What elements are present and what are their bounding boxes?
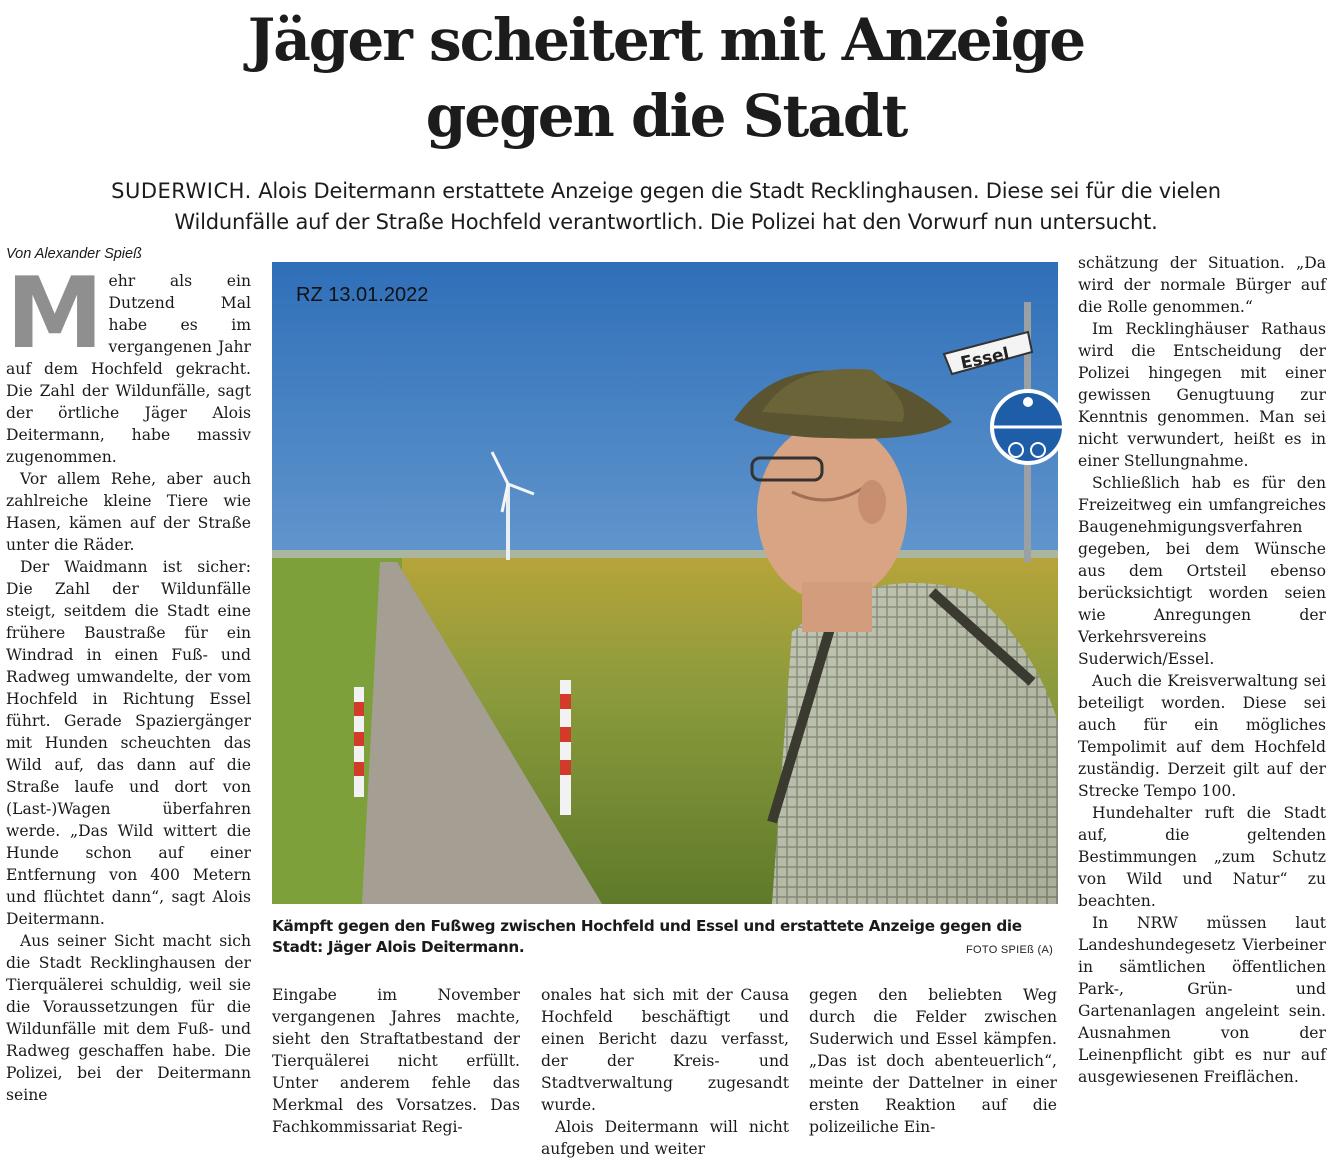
article-column-1	[6, 257, 251, 1140]
paragraph-13: Hundehalter ruft die Stadt auf, die geltenden Bestimmungen „zum Schutz von Wild und Natur“ zu beachten.	[1078, 804, 1326, 910]
paragraph-9: schätzung der Situation. „Da wird der normale Bürger auf die Rolle genommen.“	[1078, 254, 1326, 316]
paragraph-4: Aus seiner Sicht macht sich die Stadt Recklinghausen der Tierquälerei schuldig, weil sie die Voraussetzungen für die Wildunfälle mit dem Fuß- und Radweg geschaffen habe. Die Polizei, bei der Deitermann seine	[6, 932, 251, 1104]
paragraph-1-text: ehr als ein Dutzend Mal habe es im vergangenen Jahr auf dem Hochfeld gekracht. Die Zahl der Wildunfälle, sagt der örtliche Jäger Alois Deitermann, habe massiv zugenommen.	[6, 272, 251, 466]
article-column-4	[809, 984, 1057, 1144]
paragraph-14: In NRW müssen laut Landeshundegesetz Vierbeiner in sämtlichen öffentlichen Park-, Grün- und Gartenanlagen angeleint sein. Ausnahmen von der Leinenpflicht gibt es nur auf ausgewiesenen Freiflächen.	[1078, 914, 1326, 1086]
article-column-5	[1078, 252, 1326, 1142]
headline-line-1: Jäger scheitert mit Anzeige	[247, 6, 1085, 74]
paragraph-10: Im Recklinghäuser Rathaus wird die Entscheidung der Polizei hingegen mit einer gewissen Genugtuung zur Kenntnis genommen. Man sei nicht verwundert, heißt es in einer Stellungnahme.	[1078, 320, 1326, 470]
photo-caption: Kämpft gegen den Fußweg zwischen Hochfeld und Essel und erstattete Anzeige gegen die Stadt: Jäger Alois Deitermann.	[272, 917, 1022, 956]
dateline: SUDERWICH.	[111, 179, 252, 203]
headline	[0, 2, 1332, 154]
paragraph-6: onales hat sich mit der Causa Hochfeld beschäftigt und einen Bericht dazu verfasst, der der Kreis- und Stadtverwaltung zugesandt wurde.	[541, 986, 789, 1114]
bollard-right	[560, 680, 571, 815]
paragraph-11: Schließlich hab es für den Freizeitweg ein umfangreiches Baugenehmigungsverfahren gegeben, bei dem Wünsche aus dem Ortsteil ebenso berücksichtigt worden seien wie Anregungen der Verkehrsvereins Suderwich/Essel.	[1078, 474, 1326, 668]
paragraph-2: Vor allem Rehe, aber auch zahlreiche kleine Tiere wie Hasen, kämen auf der Straße unter die Räder.	[6, 470, 251, 554]
paragraph-1	[6, 257, 251, 468]
paragraph-7: Alois Deitermann will nicht aufgeben und weiter	[541, 1118, 789, 1158]
photo-illustration	[272, 262, 1058, 904]
paragraph-8: gegen den beliebten Weg durch die Felder zwischen Suderwich und Essel kämpfen. „Das ist doch abenteuerlich“, meinte der Dattelner in einer ersten Reaktion auf die polizeiliche Ein-	[809, 986, 1057, 1136]
photo-credit: FOTO SPIEß (A)	[966, 944, 1054, 956]
article-column-2	[272, 984, 520, 1144]
paragraph-12: Auch die Kreisverwaltung sei beteiligt worden. Diese sei auch für ein mögliches Tempolimit auf dem Hochfeld zuständig. Derzeit gilt auf der Strecke Tempo 100.	[1078, 672, 1326, 800]
horizon	[272, 550, 1058, 558]
bike-path-sign	[992, 391, 1064, 463]
clipping-date-stamp: RZ 13.01.2022	[296, 284, 429, 306]
lead-text-2: Wildunfälle auf der Straße Hochfeld verantwortlich. Die Polizei hat den Vorwurf nun untersucht.	[174, 210, 1158, 234]
article-column-3	[541, 984, 789, 1158]
sign-text: Essel	[958, 343, 1012, 374]
drop-cap: M	[6, 257, 101, 371]
paragraph-5: Eingabe im November vergangenen Jahres machte, sieht den Straftatbestand der Tierquälerei nicht erfüllt. Unter anderem fehle das Merkmal des Vorsatzes. Das Fachkommissariat Regi-	[272, 986, 520, 1136]
bollard-left	[354, 687, 364, 797]
lead-paragraph	[20, 176, 1312, 238]
article-photo	[272, 262, 1058, 904]
lead-text-1: Alois Deitermann erstattete Anzeige gegen die Stadt Recklinghausen. Diese sei für die vielen	[251, 179, 1221, 203]
paragraph-3: Der Waidmann ist sicher: Die Zahl der Wildunfälle steigt, seitdem die Stadt eine frühere Baustraße für ein Windrad in einen Fuß- und Radweg umwandelte, der vom Hochfeld in Richtung Essel führt. Gerade Spaziergänger mit Hunden scheuchten das Wild auf, das dann auf die Straße laufe und dort von (Last-)Wagen überfahren werde. „Das Wild wittert die Hunde schon auf einer Entfernung von 400 Metern und flüchtet dann“, sagt Alois Deitermann.	[6, 558, 251, 928]
headline-line-2: gegen die Stadt	[425, 82, 907, 150]
byline: Von Alexander Spieß	[6, 246, 142, 262]
